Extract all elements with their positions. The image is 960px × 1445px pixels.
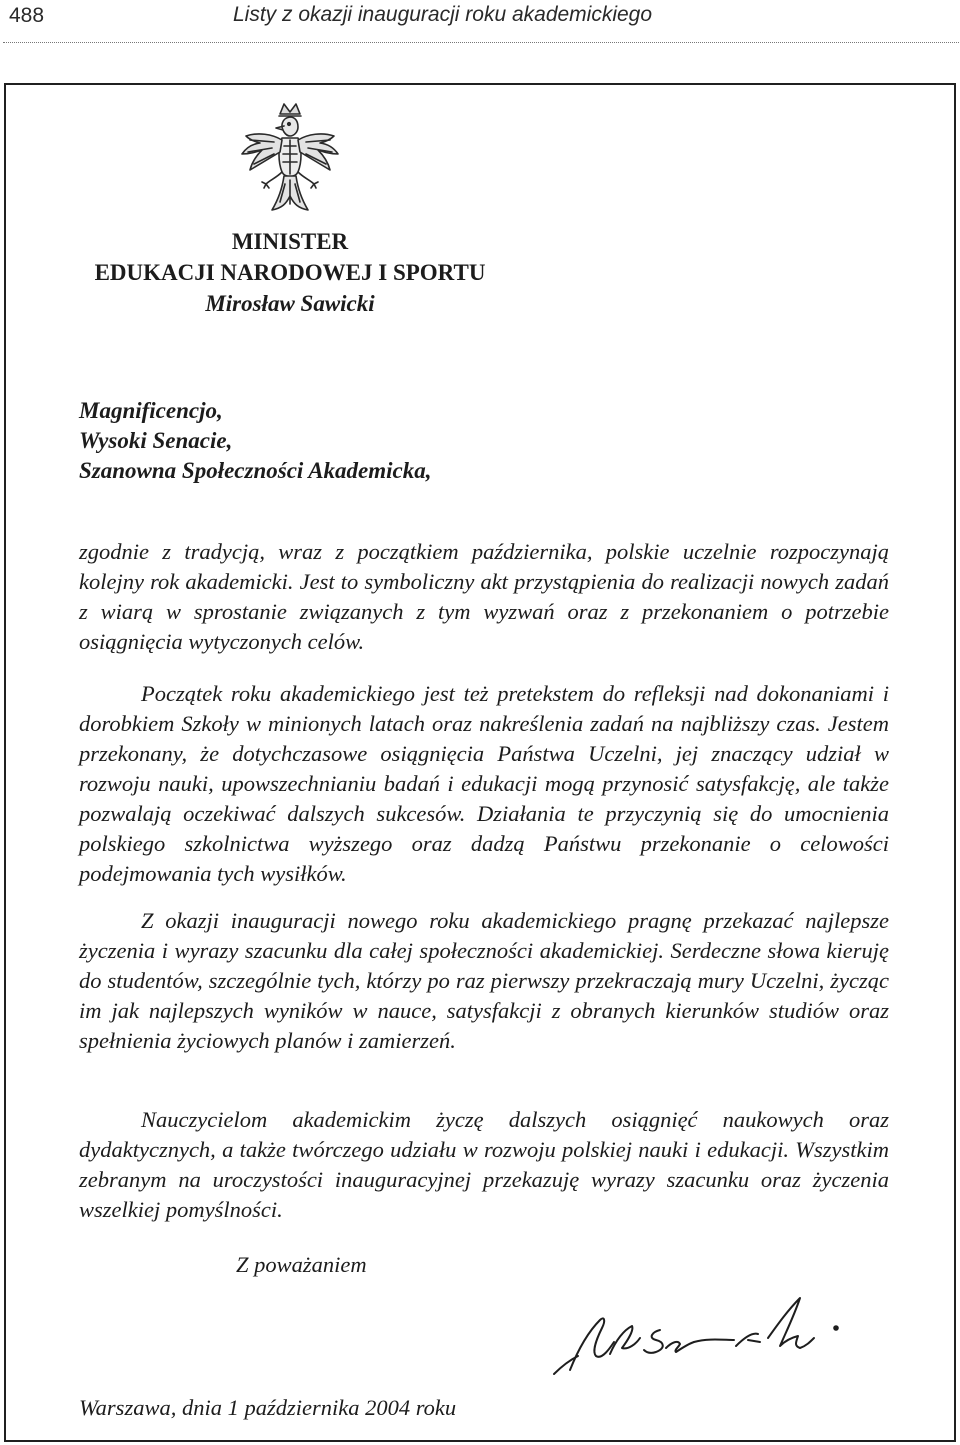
minister-title: MINISTER [231,229,349,254]
salutation-line: Magnificencjo, [79,398,223,423]
page-number: 488 [9,4,45,27]
salutation [79,396,432,486]
handwritten-signature-icon [548,1290,868,1380]
running-header: Listy z okazji inauguracji roku akademickiego [233,3,653,26]
polish-eagle-emblem-icon [238,100,342,224]
minister-name: Mirosław Sawicki [205,291,375,316]
letter-paragraph: Nauczycielom akademickim życzę dalszych osiągnięć naukowych oraz dydaktycznych, a także twórczego udziału w rozwoju polskiej nauki i edukacji. Wszystkim zebranym na uroczystości inauguracyjnej przekazuję wyrazy szacunku oraz życzenia wszelkiej pomyślności. [79,1107,889,1222]
letter-paragraph: zgodnie z tradycją, wraz z początkiem października, polskie uczelnie rozpoczynają kolejny rok akademicki. Jest to symboliczny akt przystąpienia do realizacji nowych zadań z wiarą w sprostanie związanych z tym wyzwań oraz z przekonaniem o potrzebie osiągnięcia wytyczonych celów. [79,539,889,654]
salutation-line: Szanowna Społeczności Akademicka, [79,458,432,483]
header-rule [3,42,959,43]
closing-phrase: Z poważaniem [236,1252,367,1277]
letter-paragraph: Z okazji inauguracji nowego roku akademickiego pragnę przekazać najlepsze życzenia i wyrazy szacunku dla całej społeczności akademickiej. Serdeczne słowa kieruję do studentów, szczególnie tych, którzy po raz pierwszy przekraczają mury Uczelni, życząc im jak najlepszych wyników w nauce, satysfakcji z obranych kierunków studiów oraz spełnienia życiowych planów i zamierzeń. [79,908,889,1053]
letter-paragraph: Początek roku akademickiego jest też pretekstem do refleksji nad dokonaniami i dorobkiem Szkoły w minionych latach oraz nakreślenia zadań na najbliższy czas. Jestem przekonany, że dotychczasowe osiągnięcia Państwa Uczelni, jej znaczący udział w rozwoju nauki, upowszechnianiu badań i edukacji mogą przynosić satysfakcję, ale także pozwalają oczekiwać dalszych sukcesów. Działania te przyczynią się do umocnienia polskiego szkolnictwa wyższego oraz dadzą Państwu przekonanie o celowości podejmowania tych wysiłków. [79,681,889,886]
ministry-name: EDUKACJI NARODOWEJ I SPORTU [94,260,486,285]
salutation-line: Wysoki Senacie, [79,428,233,453]
ministry-heading [80,226,500,319]
place-date: Warszawa, dnia 1 października 2004 roku [79,1395,457,1420]
